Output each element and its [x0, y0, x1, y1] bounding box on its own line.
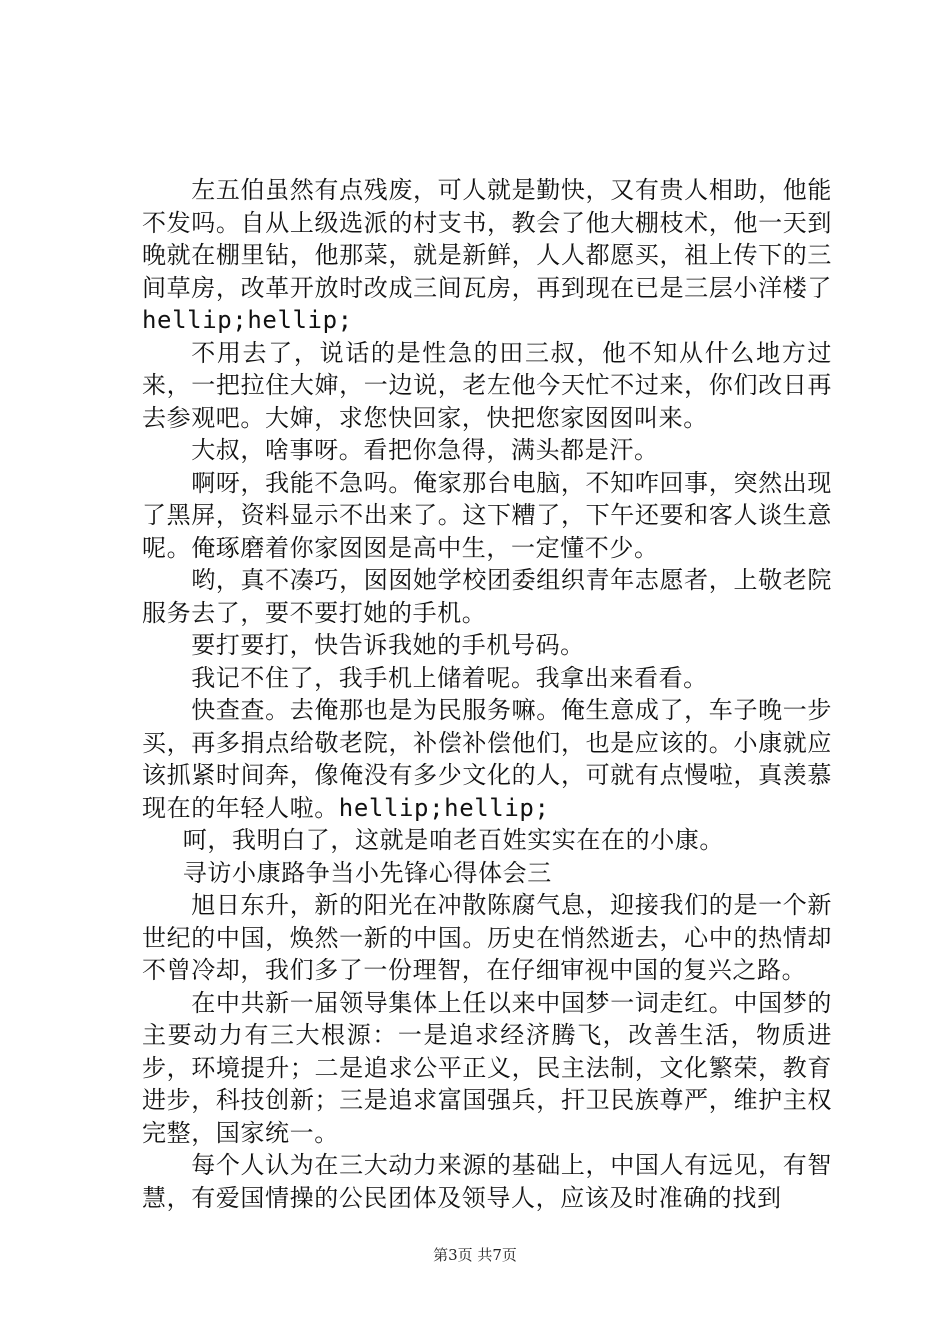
paragraph: 不用去了，说话的是性急的田三叔，他不知从什么地方过来，一把拉住大婶，一边说，老左他今天忙不过来，你们改日再去参观吧。大婶，求您快回家，快把您家囡囡叫来。 [142, 338, 832, 432]
paragraph: 在中共新一届领导集体上任以来中国梦一词走红。中国梦的主要动力有三大根源：一是追求经济腾飞，改善生活，物质进步，环境提升；二是追求公平正义，民主法制，文化繁荣，教育进步，科技创新；三是追求富国强兵，扞卫民族尊严，维护主权完整，国家统一。 [142, 988, 832, 1147]
paragraph: 左五伯虽然有点残废，可人就是勤快，又有贵人相助，他能不发吗。自从上级选派的村支书，教会了他大棚枝术，他一天到晚就在棚里钻，他那菜，就是新鲜，人人都愿买，祖上传下的三间草房，改革开放时改成三间瓦房，再到现在已是三层小洋楼了hellip;hellip; [142, 176, 832, 334]
paragraph: 快查查。去俺那也是为民服务嘛。俺生意成了，车子晚一步买，再多捐点给敬老院，补偿补偿他们，也是应该的。小康就应该抓紧时间奔，像俺没有多少文化的人，可就有点慢啦，真羡慕现在的年轻人啦。hellip;hellip; [142, 696, 832, 822]
paragraph: 每个人认为在三大动力来源的基础上，中国人有远见，有智慧，有爱国情操的公民团体及领导人，应该及时准确的找到 [142, 1151, 832, 1212]
page-number-footer: 第3页 共7页 [433, 1246, 517, 1264]
paragraph: 大叔，啥事呀。看把你急得，满头都是汗。 [191, 436, 659, 464]
paragraph: 啊呀，我能不急吗。俺家那台电脑，不知咋回事，突然出现了黑屏，资料显示不出来了。这下糟了，下午还要和客人谈生意呢。俺琢磨着你家囡囡是高中生，一定懂不少。 [142, 468, 832, 562]
paragraph: 哟，真不凑巧，囡囡她学校团委组织青年志愿者，上敬老院服务去了，要不要打她的手机。 [142, 566, 832, 627]
paragraph: 旭日东升，新的阳光在冲散陈腐气息，迎接我们的是一个新世纪的中国，焕然一新的中国。历史在悄然逝去，心中的热情却不曾冷却，我们多了一份理智，在仔细审视中国的复兴之路。 [142, 891, 832, 984]
paragraph: 呵，我明白了，这就是咱老百姓实实在在的小康。 [182, 826, 724, 854]
document-body [142, 174, 832, 1214]
paragraph: 要打要打，快告诉我她的手机号码。 [191, 631, 585, 659]
section-heading: 寻访小康路争当小先锋心得体会三 [182, 858, 552, 887]
paragraph: 我记不住了，我手机上储着呢。我拿出来看看。 [191, 663, 708, 692]
